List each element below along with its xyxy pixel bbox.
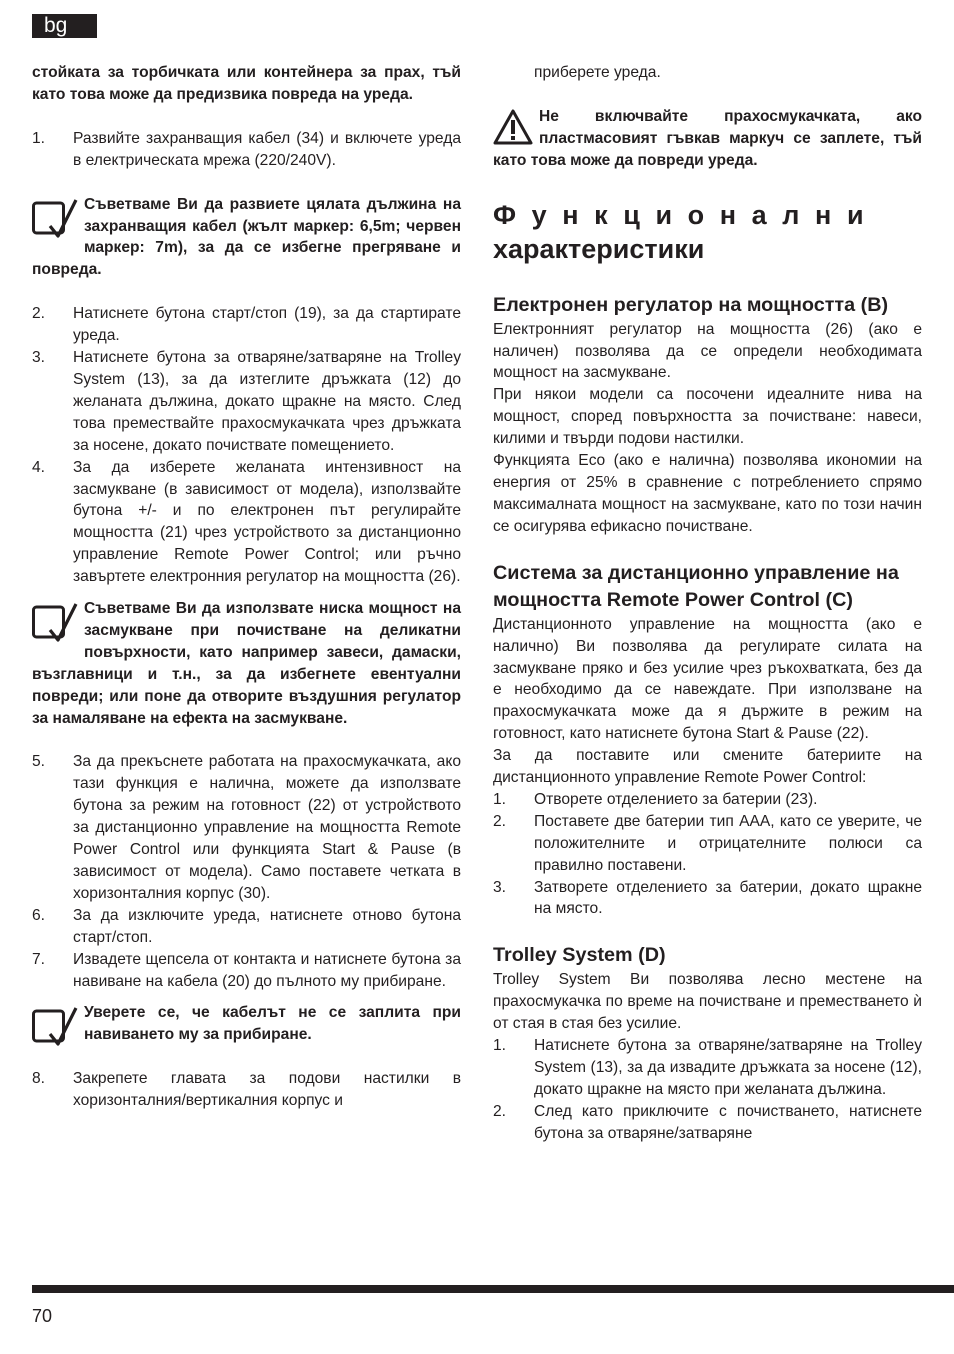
step-text: За да прекъснете работата на прахосмукачката, ако тази функция е налична, можете да използвате бутона за режим на готовност (22) от устройството за дистанционно управление на мощността Remote Power Control или функцията Start & Pause (в зависимост от модела). Само поставете четката в хоризонталния корпус (30). [73,753,461,902]
step-number: 2. [493,1102,507,1120]
paragraph: Функцията Eco (ако е налична) позволява икономии на енергия от 25% в сравнение с потреблението спрямо максималната мощност на засмукване, като по този начин се осигурява ефикасно почистване. [493,452,922,535]
section-title-line-1: Функционални [493,199,880,230]
step-text: Поставете две батерии тип AAA, като се уверите, че положителните и отрицателните полюси са правилно поставени. [534,812,922,874]
subsection-title-c: Система за дистанционно управление на мощността Remote Power Control (C) [493,561,899,611]
paragraph: Trolley System Ви позволява лесно местене на прахосмукачка по време на почистване и преместването ѝ от стая в стая без усилие. [493,971,922,1033]
list-item [32,128,461,172]
battery-steps-list [493,789,922,920]
tip-text: Съветваме Ви да развиете цялата дължина на захранващия кабел (жълт маркер: 6,5m; червен маркер: 7m), за да се избегне прегряване и повреда. [32,195,461,279]
step-number: 7. [32,950,46,968]
step-number: 6. [32,906,46,924]
warning-text: Не включвайте прахосмукачката, ако пластмасовият гъвкав маркуч се заплете, тъй като това може да повреди уреда. [493,107,922,169]
list-item [32,751,461,904]
tip-note-2 [32,598,461,729]
step-number: 2. [493,812,507,830]
step-number: 8. [32,1070,46,1088]
left-column [32,62,461,1112]
step-text: Натиснете бутона за отваряне/затваряне на Trolley System (13), за да изтеглите дръжката (12) до желаната дължина, докато щракне на място. След това премествайте прахосмукачката чрез дръжката за носене, докато почиствате помещението. [73,349,461,454]
list-item [32,347,461,457]
tip-text: Съветваме Ви да използвате ниска мощност на засмукване при почистване на деликатни повърхности, като например завеси, дамаски, възглавници и т.н., за да избегнете евентуални повреди; или поне да отворите въздушния регулатор за намаляване на ефекта на засмукване. [32,600,461,727]
step-number: 5. [32,753,46,771]
checkbox-check-icon [32,196,78,238]
list-item [493,1035,922,1101]
step-number: 4. [32,458,46,476]
step-text: Закрепете главата за подови настилки в хоризонталния/вертикалния корпус и [73,1070,461,1110]
list-item [32,303,461,347]
step-text: За да изберете желаната интензивност на засмукване (в зависимост от модела), използвайте бутона +/- и по електронен път регулирайте мощността (21) чрез устройството за дистанционно управление Remote Power Control; или ръчно завъртете електронния регулатор на мощността (26). [73,458,461,586]
step-text: Отворете отделението за батерии (23). [534,790,818,808]
page-number: 70 [32,1306,53,1326]
paragraph: Електронният регулатор на мощността (26) (ако е наличен) позволява да се определи необходимата мощност на засмукване. [493,320,922,382]
step-text: Натиснете бутона за отваряне/затваряне на Trolley System (13), за да извадите дръжката за носене (12), докато щракне на място при желаната дължина. [534,1037,922,1098]
list-item [493,1101,922,1145]
subsection-title-b: Електронен регулатор на мощността (B) [493,293,889,316]
tip-note-3 [32,1002,461,1046]
list-item [493,877,922,921]
section-title [493,198,922,266]
checkbox-check-icon [32,600,78,642]
steps-list-2 [32,303,461,588]
step-number: 1. [493,1037,507,1055]
list-item [493,789,922,811]
step-number: 1. [32,129,46,147]
list-item [32,1068,461,1112]
continued-text: приберете уреда. [534,64,661,81]
steps-list-1 [32,128,461,172]
step-text: Затворете отделението за батерии, докато щракне на място. [534,878,922,918]
steps-list-3 [32,751,461,992]
checkbox-check-icon [32,1004,78,1046]
list-item [32,949,461,993]
step-text: Извадете щепсела от контакта и натиснете бутона за навиване на кабела (20) до пълното му прибиране. [73,950,461,990]
step-number: 3. [32,349,46,367]
subsection-title-d: Trolley System (D) [493,944,666,967]
right-column [493,62,922,1145]
steps-list-4 [32,1068,461,1112]
list-item [32,457,461,588]
warning-triangle-icon [493,108,533,146]
trolley-steps-list [493,1035,922,1145]
step-number: 2. [32,305,46,323]
paragraph: Дистанционното управление на мощността (ако е налично) Ви позволява да регулирате силата на засмукване пряко и без усилие чрез ръкохватката, без да е необходимо да се навеждате. При използване на прахосмукачката може да я държите в режим на готовност, като натиснете бутона Start & Pause (22). [493,615,922,743]
warning-note [493,106,922,172]
language-tab: bg [32,14,97,38]
footer-rule [32,1285,954,1293]
section-title-line-2: характеристики [493,233,705,264]
tip-text: Уверете се, че кабелът не се заплита при навиването му за прибиране. [84,1004,461,1044]
paragraph: За да поставите или смените батериите на дистанционното управление Remote Power Control: [493,747,922,787]
step-number: 1. [493,790,507,808]
list-item [32,905,461,949]
step-text: Развийте захранващия кабел (34) и включете уреда в електрическата мрежа (220/240V). [73,129,461,169]
step-number: 3. [493,878,507,896]
intro-warning-text: стойката за торбичката или контейнера за прах, тъй като това може да предизвика повреда на уреда. [32,64,461,103]
list-item [493,811,922,877]
step-text: За да изключите уреда, натиснете отново бутона старт/стоп. [73,906,461,946]
paragraph: При някои модели са посочени идеалните нива на мощност, според повърхността за почистване: навеси, килими и твърди подови настилки. [493,386,922,448]
tip-note-1 [32,194,461,282]
step-text: След като приключите с почистването, натиснете бутона за отваряне/затваряне [534,1102,922,1142]
step-text: Натиснете бутона старт/стоп (19), за да стартирате уреда. [73,305,461,345]
